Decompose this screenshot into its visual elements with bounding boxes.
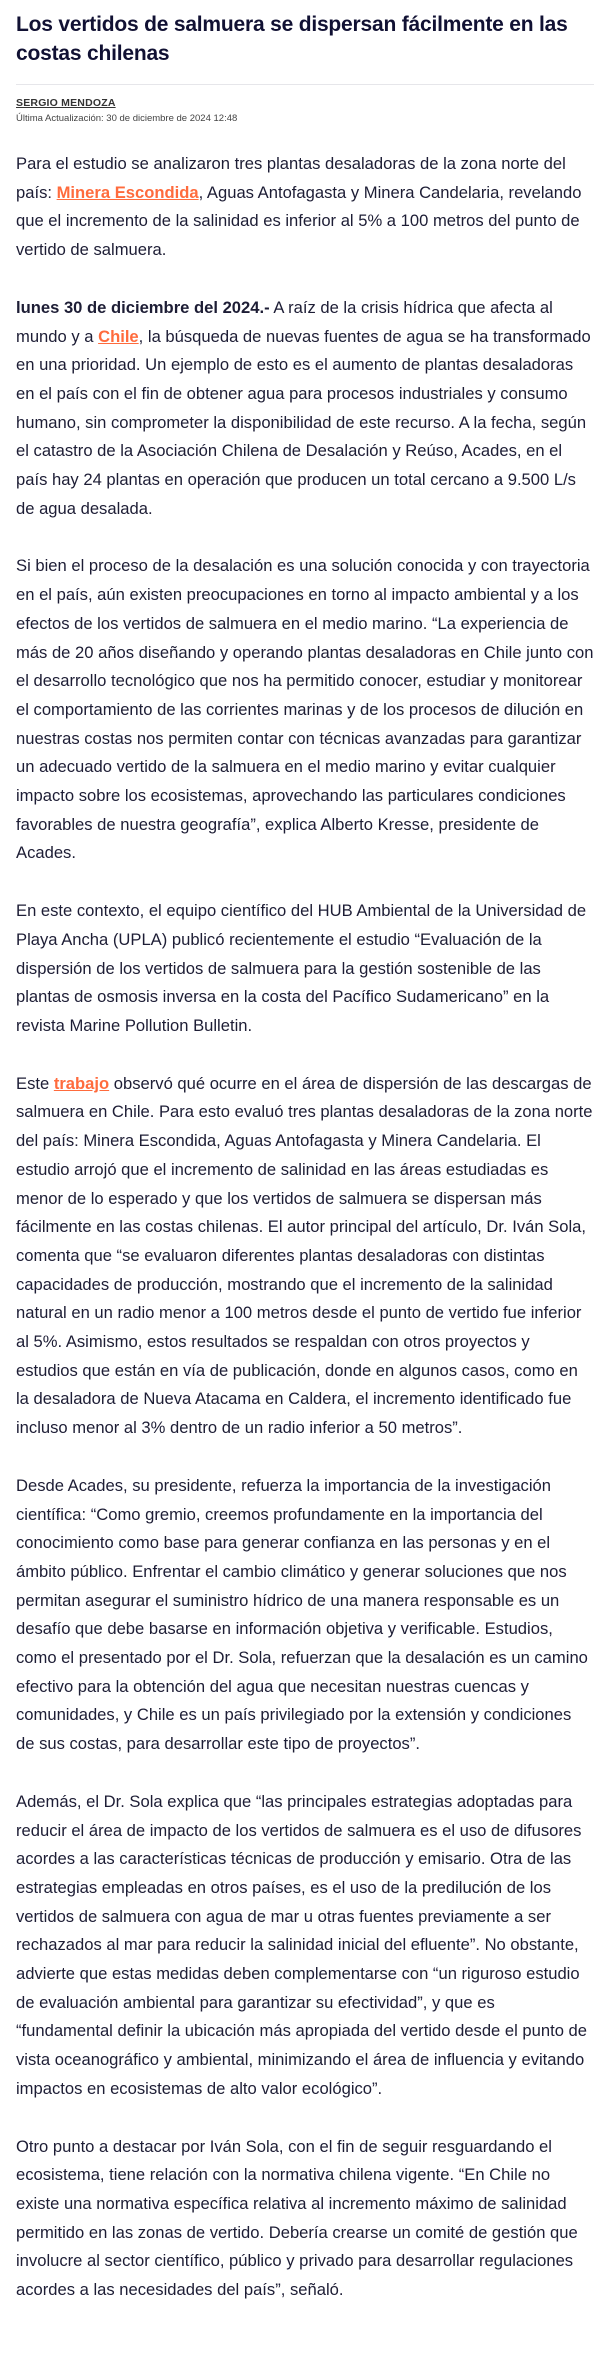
chile-link[interactable]: Chile	[98, 326, 139, 346]
text: Para el estudio se analizaron tres plantas desaladoras de la zona norte del país:	[16, 154, 566, 202]
paragraph-7: Además, el Dr. Sola explica que “las principales estrategias adoptadas para reducir el área de impacto de los vertidos de salmuera es el uso de difusores acordes a las características técnicas de producción y emisario. Otra de las estrategias empleadas en otros países, es el uso de la predilución de los vertidos de salmuera con agua de mar u otras fuentes previamente a ser rechazados al mar para reducir la salinidad inicial del efluente”. No obstante, advierte que estas medidas deben complementarse con “un riguroso estudio de evaluación ambiental para garantizar su efectividad”, y que es “fundamental definir la ubicación más apropiada del vertido desde el punto de vista oceanográfico y ambiental, minimizando el área de influencia y evitando impactos en ecosistemas de alto valor ecológico”.	[16, 1791, 588, 2098]
paragraph-2	[16, 294, 594, 524]
paragraph-4: En este contexto, el equipo científico del HUB Ambiental de la Universidad de Playa Ancha (UPLA) publicó recientemente el estudio “Evaluación de la dispersión de los vertidos de salmuera para la gestión sostenible de las plantas de osmosis inversa en la costa del Pacífico Sudamericano” en la revista Marine Pollution Bulletin.	[16, 901, 587, 1035]
text: , Aguas Antofagasta y Minera Candelaria, revelando que el incremento de la salinidad es inferior al 5% a 100 metros del punto de vertido de salmuera.	[16, 182, 582, 260]
author-link[interactable]: SERGIO MENDOZA	[16, 97, 116, 109]
paragraph-8: Otro punto a destacar por Iván Sola, con el fin de seguir resguardando el ecosistema, tiene relación con la normativa chilena vigente. “En Chile no existe una normativa específica relativa al incremento máximo de salinidad permitido en las zonas de vertido. Debería crearse un comité de gestión que involucre al sector científico, público y privado para desarrollar regulaciones acordes a las necesidades del país”, señaló.	[16, 2136, 578, 2300]
divider	[16, 84, 594, 85]
minera-escondida-link[interactable]: Minera Escondida	[56, 182, 199, 202]
paragraph-5	[16, 1070, 594, 1443]
text: Este	[16, 1073, 54, 1093]
paragraph-3: Si bien el proceso de la desalación es una solución conocida y con trayectoria en el país, aún existen preocupaciones en torno al impacto ambiental y a los efectos de los vertidos de salmuera en el medio marino. “La experiencia de más de 20 años diseñando y operando plantas desaladoras en Chile junto con el desarrollo tecnológico que nos ha permitido conocer, estudiar y monitorear el comportamiento de las corrientes marinas y de los procesos de dilución en nuestras costas nos permiten contar con técnicas avanzadas para garantizar un adecuado vertido de la salmuera en el medio marino y evitar cualquier impacto sobre los ecosistemas, aprovechando las particulares condiciones favorables de nuestra geografía”, explica Alberto Kresse, presidente de Acades.	[16, 556, 594, 863]
paragraph-6: Desde Acades, su presidente, refuerza la importancia de la investigación científica: “Como gremio, creemos profundamente en la importancia del conocimiento como base para generar confianza en las personas y en el ámbito público. Enfrentar el cambio climático y generar soluciones que nos permitan asegurar el suministro hídrico de una manera responsable es un desafío que debe basarse en información objetiva y verificable. Estudios, como el presentado por el Dr. Sola, refuerzan que la desalación es un camino efectivo para la obtención del agua que necesitan nuestras cuencas y comunidades, y Chile es un país privilegiado por la extensión y condiciones de sus costas, para desarrollar este tipo de proyectos”.	[16, 1475, 588, 1754]
article-title: Los vertidos de salmuera se dispersan fácilmente en las costas chilenas	[16, 13, 568, 65]
trabajo-link[interactable]: trabajo	[53, 1073, 110, 1093]
text: observó qué ocurre en el área de dispersión de las descargas de salmuera en Chile. Para esto evaluó tres plantas desaladoras de la zona norte del país: Minera Escondida, Aguas Antofagasta y Minera Candelaria. El estudio arrojó que el incremento de salinidad en las áreas estudiadas es menor de lo esperado y que los vertidos de salmuera se dispersan más fácilmente en las costas chilenas. El autor principal del artículo, Dr. Iván Sola, comenta que “se evaluaron diferentes plantas desaladoras con distintas capacidades de producción, mostrando que el incremento de la salinidad natural en un radio menor a 100 metros desde el punto de vertido fue inferior al 5%. Asimismo, estos resultados se respaldan con otros proyectos y estudios que están en vía de publicación, donde en algunos casos, como en la desaladora de Nueva Atacama en Caldera, el incremento identificado fue incluso menor al 3% dentro de un radio inferior a 50 metros”.	[16, 1073, 593, 1438]
dateline: lunes 30 de diciembre del 2024.-	[16, 297, 270, 317]
lead-paragraph	[16, 150, 594, 265]
last-updated: Última Actualización: 30 de diciembre de 2024 12:48	[16, 113, 238, 124]
text: , la búsqueda de nuevas fuentes de agua se ha transformado en una prioridad. Un ejemplo de esto es el aumento de plantas desaladoras en el país con el fin de obtener agua para procesos industriales y consumo humano, sin comprometer la disponibilidad de este recurso. A la fecha, según el catastro de la Asociación Chilena de Desalación y Reúso, Acades, en el país hay 24 plantas en operación que producen un total cercano a 9.500 L/s de agua desalada.	[16, 326, 591, 518]
text: A raíz de la crisis hídrica que afecta al mundo y a	[16, 297, 553, 346]
